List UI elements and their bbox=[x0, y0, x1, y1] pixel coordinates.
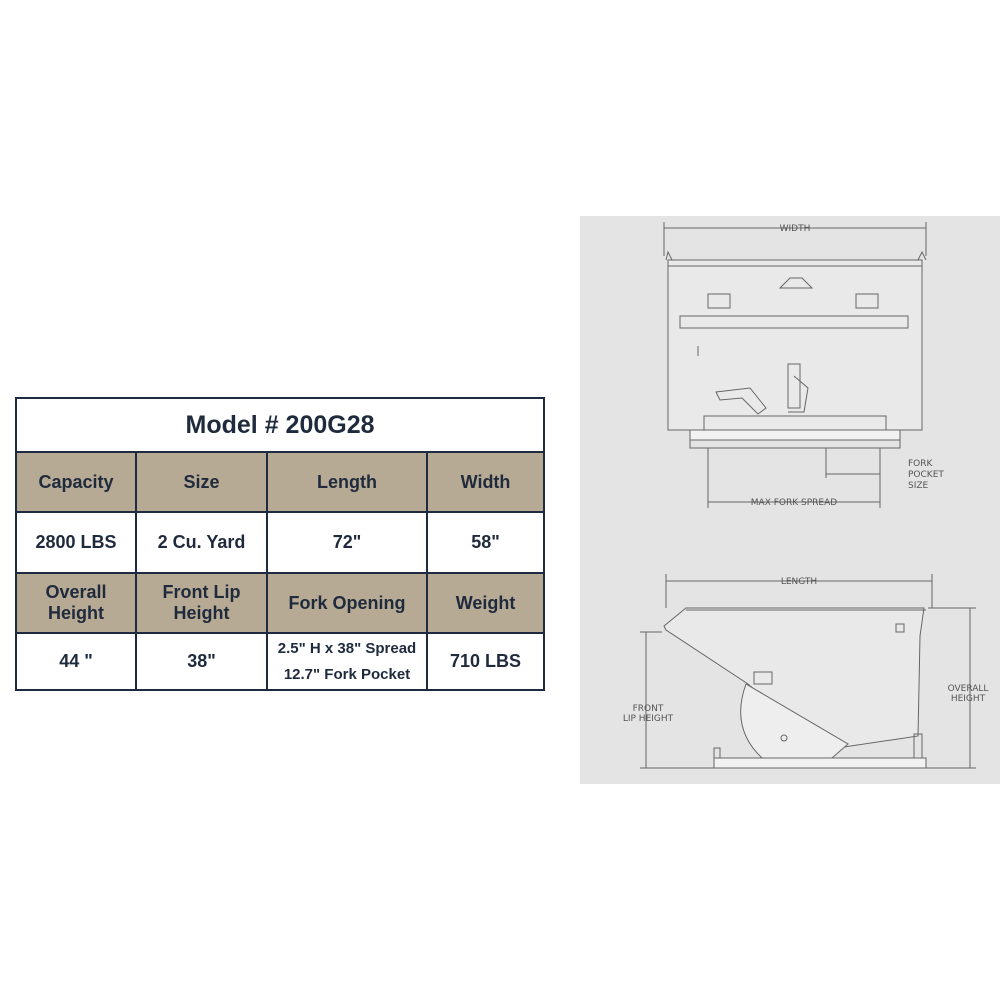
side-stop-left bbox=[714, 748, 720, 758]
overall-height-label-2: HEIGHT bbox=[950, 694, 986, 704]
length-value: 72" bbox=[267, 512, 427, 573]
technical-drawing bbox=[580, 216, 1000, 784]
length-header: Length bbox=[267, 452, 427, 512]
header-row-2 bbox=[16, 573, 544, 633]
top-fork-channel bbox=[690, 430, 900, 440]
model-title: Model # 200G28 bbox=[16, 398, 544, 452]
overall-height-value: 44 " bbox=[16, 633, 136, 690]
front-lip-label-2: LIP HEIGHT bbox=[622, 714, 674, 724]
fork-opening-value bbox=[267, 633, 427, 690]
weight-header: Weight bbox=[427, 573, 544, 633]
front-lip-height-header: Front Lip Height bbox=[136, 573, 267, 633]
capacity-value: 2800 LBS bbox=[16, 512, 136, 573]
value-row-2 bbox=[16, 633, 544, 690]
size-value: 2 Cu. Yard bbox=[136, 512, 267, 573]
overall-height-label-1: OVERALL bbox=[947, 684, 989, 694]
header-row-1 bbox=[16, 452, 544, 512]
width-label: WIDTH bbox=[779, 224, 811, 234]
top-view bbox=[664, 222, 926, 508]
fork-pocket-label-3: SIZE bbox=[908, 481, 929, 491]
side-latch bbox=[914, 734, 922, 758]
fork-pocket-text: 12.7" Fork Pocket bbox=[283, 665, 411, 683]
side-view bbox=[640, 574, 976, 768]
width-value: 58" bbox=[427, 512, 544, 573]
fork-pocket-label-1: FORK bbox=[908, 459, 933, 469]
width-header: Width bbox=[427, 452, 544, 512]
front-lip-label-1: FRONT bbox=[632, 704, 664, 714]
side-base bbox=[714, 758, 926, 768]
length-label: LENGTH bbox=[780, 577, 818, 587]
fork-spread-text: 2.5" H x 38" Spread bbox=[277, 639, 417, 657]
hopper-top-lip bbox=[666, 252, 926, 260]
capacity-header: Capacity bbox=[16, 452, 136, 512]
spec-table bbox=[15, 397, 545, 691]
technical-drawing-panel bbox=[580, 216, 1000, 784]
weight-value: 710 LBS bbox=[427, 633, 544, 690]
size-header: Size bbox=[136, 452, 267, 512]
front-lip-height-value: 38" bbox=[136, 633, 267, 690]
hopper-front-body bbox=[668, 260, 922, 430]
top-skid bbox=[690, 440, 900, 448]
max-fork-spread-label: MAX FORK SPREAD bbox=[750, 498, 838, 508]
fork-opening-header: Fork Opening bbox=[267, 573, 427, 633]
title-row bbox=[16, 398, 544, 452]
overall-height-header: Overall Height bbox=[16, 573, 136, 633]
value-row-1 bbox=[16, 512, 544, 573]
fork-pocket-label-2: POCKET bbox=[908, 470, 944, 480]
